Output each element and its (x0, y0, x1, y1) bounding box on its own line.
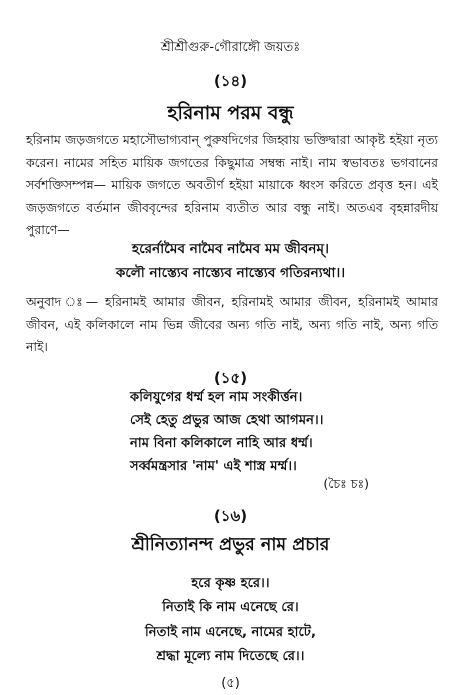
section-16-verse-1: হরে কৃষ্ণ হরে।। (191, 576, 270, 591)
sloka-line-2: কলৌ নাস্ত্যেব নাস্ত্যেব নাস্ত্যেব গতিরন্যথা।। (115, 265, 346, 281)
section-15-verse-4: সর্ব্বমন্ত্রসার 'নাম' এই শাস্ত্র মর্ম্ম।। (130, 459, 297, 474)
section-14-translation: অনুবাদ ঃ— হরিনামই আমার জীবন, হরিনামই আমার জীবন, হরিনামই আমার জীবন, এই কলিকালে নাম ভিন্ন জীবের অন্য গতি নাই, অন্য গতি নাই, অন্য গতি নাই। (26, 294, 438, 354)
section-16-verse-3: নিতাই নাম এনেছে, নামের হাটে, (145, 625, 316, 640)
sloka-line-1: হরের্নামৈব নামৈব নামৈব মম জীবনম্। (132, 241, 329, 257)
section-15-verse-1: কলিযুগের ধর্ম্ম হল নাম সংকীর্ত্তন। (130, 390, 303, 405)
section-15-verse-3: নাম বিনা কলিকালে নাহি আর ধর্ম্ম। (130, 436, 313, 451)
page-header-invocation: শ্রীশ্রীগুরু-গৌরাঙ্গৌ জয়তঃ (160, 40, 301, 55)
section-14-number: (১৪) (213, 72, 248, 90)
section-14-title: হরিনাম পরম বন্ধু (167, 102, 294, 124)
page-number: (৫) (221, 676, 240, 691)
section-16-verse-4: শ্রদ্ধা মূল্যে নাম দিতেছে রে।। (156, 649, 305, 664)
section-16-verse-2: নিতাই কি নাম এনেছে রে। (162, 600, 299, 615)
section-14-body: হরিনাম জড়জগতে মহাসৌভাগ্যবান্ পুরুষদিগের জিহ্বায় ভক্তিদ্বারা আকৃষ্ট হইয়া নৃত্য করেন। নামের সহিত মায়িক জগতের কিছুমাত্র সম্বন্ধ নাই। নাম স্বভাবতঃ ভগবানের সর্বশক্তিসম্পন্ন— মায়িক জগতে অবতীর্ণ হইয়া মায়াকে ধ্বংস করিতে প্রবৃত্ত হন। এই জড়জগতে বর্তমান জীববৃন্দের হরিনাম ব্যতীত আর বন্ধু নাই। অতএব বৃহন্নারদীয় পুরাণে— (26, 132, 438, 237)
section-15-source: (চৈঃ চঃ) (323, 476, 369, 491)
section-16-title: শ্রীনিত্যানন্দ প্রভুর নাম প্রচার (131, 535, 330, 555)
section-16-number: (১৬) (213, 507, 248, 525)
section-15-verse-2: সেই হেতু প্রভুর আজ হেথা আগমন।। (130, 413, 324, 428)
section-15-number: (১৫) (213, 369, 248, 387)
